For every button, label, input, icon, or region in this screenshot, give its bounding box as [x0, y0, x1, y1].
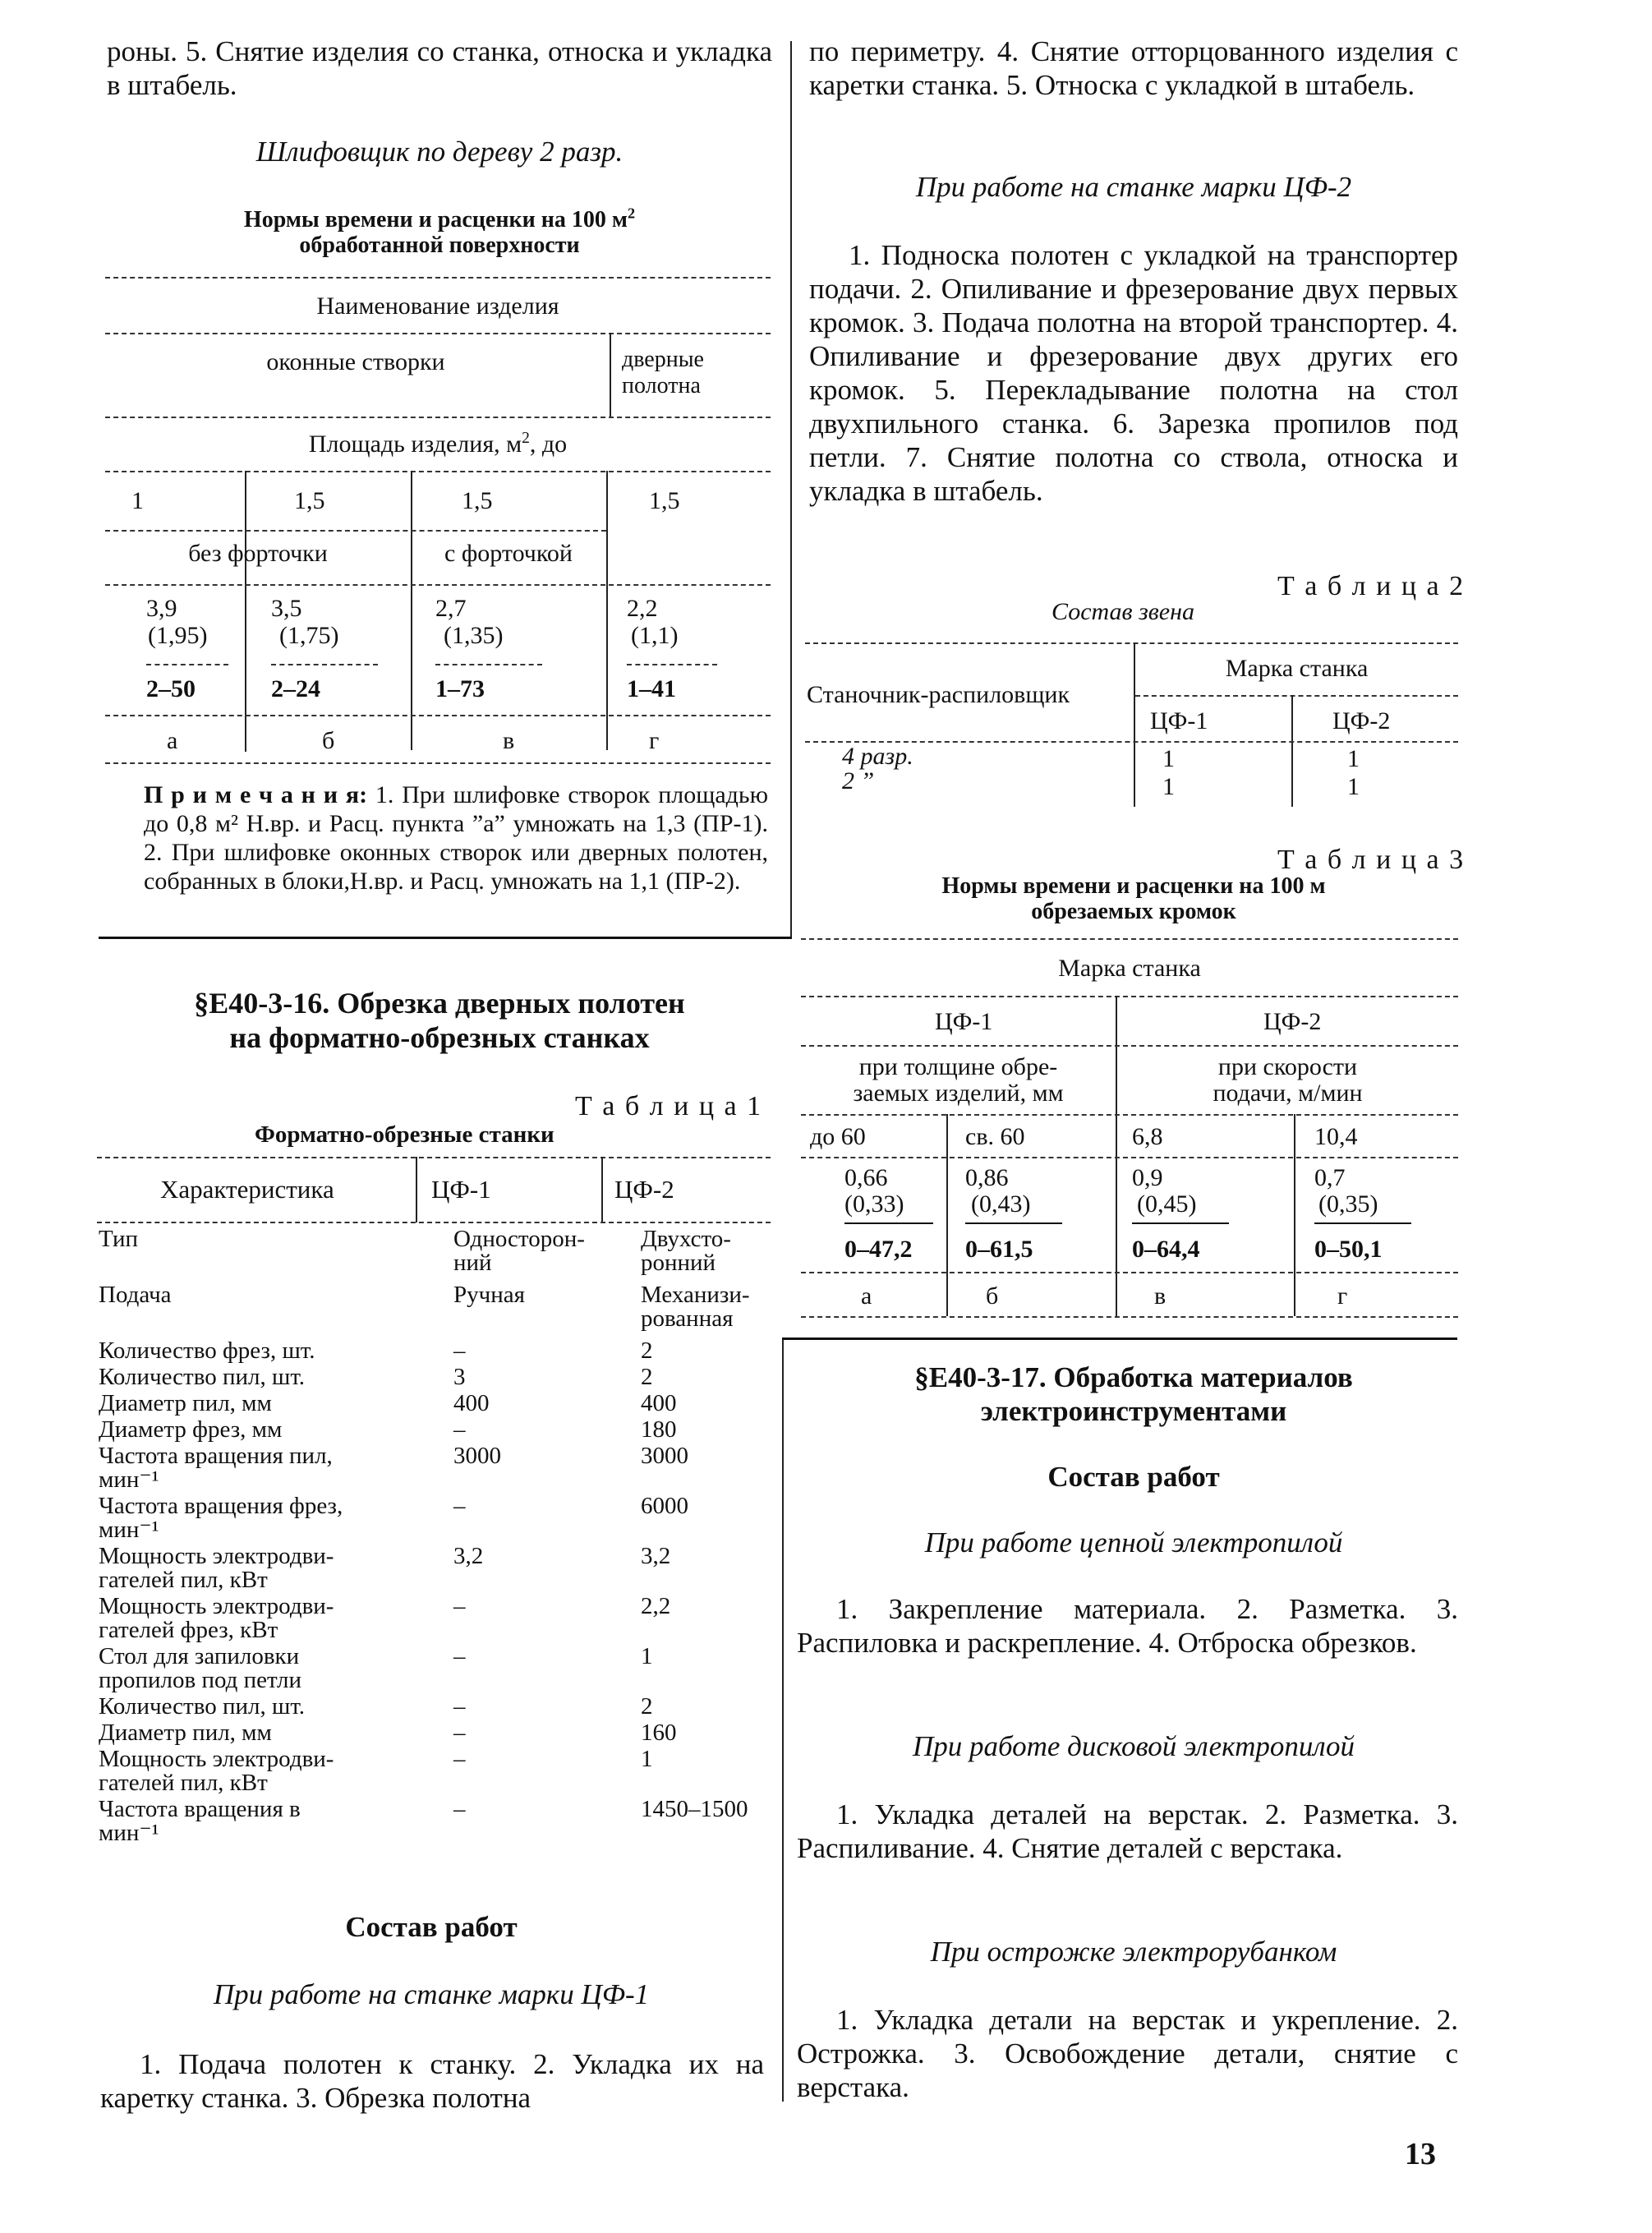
spec-char-cell: Частота вращения в мин⁻¹	[99, 1796, 301, 1846]
norms-table-title	[107, 207, 772, 258]
spec-cf2-cell: 400	[641, 1390, 677, 1416]
spec-cf1-cell: –	[453, 1493, 466, 1519]
spec-char-cell: Диаметр фрез, мм	[99, 1416, 283, 1443]
spec-cf1-cell: –	[453, 1337, 466, 1364]
notes-label: П р и м е ч а н и я:	[144, 781, 368, 808]
t3-brand-header: Марка станка	[1058, 955, 1201, 982]
grind-header-windows: оконные створки	[266, 348, 445, 375]
table3-title-line1: Нормы времени и расценки на 100 м	[941, 873, 1326, 899]
grind-time-d: 2,2	[627, 595, 658, 622]
spec-cf2-cell: 160	[641, 1720, 677, 1746]
spec-row	[99, 1227, 780, 1283]
t3-pay-alt-a: (0,33)	[844, 1190, 904, 1218]
t2-grade-2: 2 ”	[842, 767, 875, 794]
grind-rate-a: 2–50	[146, 675, 196, 702]
grind-area-suffix: , до	[529, 430, 568, 458]
spec-header-cf1: ЦФ-1	[431, 1175, 491, 1204]
section2-title-line1: §Е40-3-17. Обработка материалов	[914, 1361, 1353, 1393]
t3-sub1-line2: заемых изделий, мм	[853, 1080, 1064, 1107]
spec-cf2-cell: 180	[641, 1416, 677, 1443]
spec-row	[99, 1721, 780, 1747]
t3-time-b: 0,86	[965, 1164, 1009, 1191]
cf1-work-title: При работе на станке марки ЦФ-1	[213, 1978, 650, 2010]
spec-cf2-cell: 2	[641, 1693, 653, 1720]
spec-row	[99, 1365, 780, 1392]
spec-char-cell: Частота вращения фрез, мин⁻¹	[99, 1493, 343, 1543]
spec-cf2-cell: 2,2	[641, 1593, 671, 1619]
spec-char-cell: Количество пил, шт.	[99, 1364, 306, 1390]
spec-char-cell: Подача	[99, 1282, 172, 1308]
norms-title-line2: обработанной поверхности	[299, 233, 580, 258]
spec-cf2-cell: 1	[641, 1746, 653, 1772]
t3-sub2-line2: подачи, м/мин	[1213, 1080, 1363, 1107]
spec-cf2-cell: Двухсто- ронний	[641, 1226, 731, 1276]
t2-grade-4: 4 разр.	[842, 743, 913, 770]
spec-cf1-cell: –	[453, 1693, 466, 1720]
grind-area-sup: 2	[522, 430, 530, 447]
left-intro-paragraph: роны. 5. Снятие изделия со станка, относка и укладка в штабель.	[107, 35, 772, 101]
spec-divider-1	[416, 1157, 417, 1222]
spec-row	[99, 1392, 780, 1418]
spec-cf1-cell: –	[453, 1643, 466, 1669]
cf1-work-text: 1. Подача полотен к станку. 2. Укладка их на каретку станка. 3. Обрезка полотна	[100, 2048, 764, 2114]
spec-row	[99, 1444, 780, 1494]
left-box-bottom-rule	[99, 937, 792, 939]
spec-header-cf2: ЦФ-2	[614, 1175, 674, 1204]
t2-grade-4-cf1: 1	[1162, 745, 1175, 772]
grind-header-area	[105, 431, 771, 458]
spec-cf1-cell: 400	[453, 1390, 490, 1416]
spec-row	[99, 1695, 780, 1721]
t3-cf1-header: ЦФ-1	[935, 1008, 993, 1035]
page-number: 13	[1405, 2137, 1436, 2171]
table1-label: Т а б л и ц а 1	[575, 1091, 763, 1121]
spec-cf1-cell: –	[453, 1720, 466, 1746]
t3-col-a: а	[861, 1282, 872, 1310]
spec-row	[99, 1747, 780, 1798]
spec-cf1-cell: 3,2	[453, 1543, 484, 1569]
t3-rate-d: 0–50,1	[1314, 1236, 1383, 1263]
chain-saw-title: При работе цепной электропилой	[924, 1526, 1343, 1558]
grind-col-b: б	[322, 727, 335, 754]
norms-title-line1: Нормы времени и расценки на 100 м	[243, 207, 628, 233]
grind-pay-alt-a: (1,95)	[148, 622, 208, 649]
spec-char-cell: Тип	[99, 1226, 139, 1252]
t3-time-a: 0,66	[844, 1164, 888, 1191]
t3-rate-a: 0–47,2	[844, 1236, 913, 1263]
t3-param-c: 6,8	[1132, 1123, 1163, 1150]
spec-row	[99, 1545, 780, 1595]
grind-header-vent: с форточкой	[444, 540, 573, 567]
spec-cf1-cell: Ручная	[453, 1282, 525, 1308]
spec-cf1-cell: –	[453, 1416, 466, 1443]
spec-row	[99, 1494, 780, 1545]
t2-grade-4-cf2: 1	[1347, 745, 1360, 772]
cf2-work-text: 1. Подноска полотен с укладкой на транспортер подачи. 2. Опиливание и фрезерование двух первых кромок. 3. Подача полотна на второй транспортер. 4. Опиливание и фрезерование двух других его кромок. 5. Перекладывание полотна на стол двухпильного станка. 6. Зарезка пропилов под петли. 7. Снятие полотна со ствола, относка и укладка в штабель.	[809, 239, 1458, 507]
grind-header-doors-2: полотна	[622, 373, 701, 398]
grind-col-d: г	[649, 727, 660, 754]
table3-title	[809, 873, 1458, 924]
spec-row	[99, 1798, 780, 1848]
notes-text: 1. При шлифовке створок площадью до 0,8 м² Н.вр. и Расц. пункта ”а” умножать на 1,3 (ПР-1). 2. При шлифовке оконных створок или дверных полотен, собранных в блоки,Н.вр. и Расц. умножать на 1,1 (ПР-2).	[144, 781, 768, 895]
t3-param-a: до 60	[810, 1123, 866, 1150]
spec-cf2-cell: Механизи- рованная	[641, 1282, 750, 1332]
grind-time-c: 2,7	[435, 595, 467, 622]
t3-sub1-line1: при толщине обре-	[858, 1053, 1058, 1080]
grind-header-no-vent: без форточки	[188, 540, 328, 567]
work-composition-title: Состав работ	[345, 1911, 518, 1943]
t3-pay-alt-b: (0,43)	[971, 1190, 1031, 1218]
planer-text: 1. Укладка детали на верстак и укрепление. 2. Острожка. 3. Освобождение детали, снятие с верстака.	[797, 2004, 1458, 2103]
grind-time-a: 3,9	[146, 595, 177, 622]
norms-title-sup: 2	[627, 205, 636, 222]
table1-title: Форматно-обрезные станки	[255, 1121, 555, 1148]
t3-sub2-line1: при скорости	[1217, 1053, 1358, 1080]
grind-area-a: 1	[131, 487, 144, 514]
spec-char-cell: Стол для запиловки пропилов под петли	[99, 1643, 301, 1693]
t3-param-b: св. 60	[965, 1123, 1025, 1150]
spec-cf1-cell: –	[453, 1593, 466, 1619]
spec-cf1-cell: –	[453, 1796, 466, 1822]
t2-role-header: Станочник-распиловщик	[807, 681, 1070, 708]
t3-rate-c: 0–64,4	[1132, 1236, 1200, 1263]
section-e40-3-17-title	[809, 1361, 1458, 1428]
t2-brand-header: Марка станка	[1225, 655, 1369, 682]
planer-title: При острожке электрорубанком	[930, 1936, 1337, 1968]
grind-rate-d: 1–41	[627, 675, 676, 702]
right-box-top-rule	[782, 1337, 1457, 1340]
spec-char-cell: Мощность электродви- гателей пил, кВт	[99, 1543, 334, 1593]
spec-divider-2	[601, 1157, 603, 1222]
spec-cf2-cell: 3,2	[641, 1543, 671, 1569]
t3-param-d: 10,4	[1314, 1123, 1358, 1150]
t3-cf2-header: ЦФ-2	[1263, 1008, 1322, 1035]
spec-cf2-cell: 1	[641, 1643, 653, 1669]
spec-char-cell: Количество пил, шт.	[99, 1693, 306, 1720]
spec-cf1-cell: 3000	[453, 1443, 501, 1469]
t3-col-d: г	[1337, 1282, 1348, 1310]
right-continuation-text: по периметру. 4. Снятие отторцованного изделия с каретки станка. 5. Относка с укладкой в штабель.	[809, 35, 1458, 101]
spec-row	[99, 1283, 780, 1339]
section-e40-3-16-title	[107, 986, 772, 1055]
table3-label: Т а б л и ц а 3	[1277, 845, 1466, 875]
spec-char-cell: Частота вращения пил, мин⁻¹	[99, 1443, 333, 1493]
t3-time-d: 0,7	[1314, 1164, 1346, 1191]
grind-rate-b: 2–24	[271, 675, 320, 702]
grind-area-b: 1,5	[294, 487, 325, 514]
t2-grade-2-cf1: 1	[1162, 773, 1175, 800]
grind-area-c: 1,5	[462, 487, 493, 514]
spec-char-cell: Мощность электродви- гателей пил, кВт	[99, 1746, 334, 1796]
table2-label: Т а б л и ц а 2	[1277, 571, 1466, 601]
grind-pay-alt-d: (1,1)	[631, 622, 679, 649]
grind-header-doors-1: дверные	[622, 347, 704, 372]
spec-cf2-cell: 6000	[641, 1493, 688, 1519]
section2-title-line2: электроинструментами	[980, 1395, 1287, 1427]
grinding-notes	[144, 780, 768, 896]
disc-saw-title: При работе дисковой электропилой	[912, 1730, 1355, 1762]
spec-header-char: Характеристика	[160, 1175, 334, 1204]
grind-area-d: 1,5	[649, 487, 680, 514]
spec-row	[99, 1418, 780, 1444]
work2-composition-title: Состав работ	[1047, 1461, 1220, 1493]
table2-title: Состав звена	[1051, 598, 1195, 625]
cf2-work-title: При работе на станке марки ЦФ-2	[915, 171, 1352, 203]
grind-pay-alt-b: (1,75)	[279, 622, 339, 649]
t3-rate-b: 0–61,5	[965, 1236, 1033, 1263]
disc-saw-text: 1. Укладка деталей на верстак. 2. Разметка. 3. Распиливание. 4. Снятие деталей с верстака.	[797, 1798, 1458, 1864]
spec-cf1-cell: 3	[453, 1364, 466, 1390]
spec-char-cell: Количество фрез, шт.	[99, 1337, 315, 1364]
section-title-line1: §Е40-3-16. Обрезка дверных полотен	[194, 987, 685, 1020]
t3-col-c: в	[1154, 1282, 1167, 1310]
spec-char-cell: Диаметр пил, мм	[99, 1720, 272, 1746]
worker-grade-title: Шлифовщик по дереву 2 разр.	[255, 136, 624, 168]
chain-saw-text: 1. Закрепление материала. 2. Разметка. 3. Распиловка и раскрепление. 4. Отброска обрезков.	[797, 1593, 1458, 1659]
spec-row	[99, 1645, 780, 1695]
t2-col-cf1: ЦФ-1	[1150, 707, 1208, 734]
spec-cf2-cell: 1450–1500	[641, 1796, 748, 1822]
spec-row	[99, 1595, 780, 1645]
spec-char-cell: Диаметр пил, мм	[99, 1390, 272, 1416]
spec-table	[99, 1227, 780, 1848]
spec-cf2-cell: 2	[641, 1337, 653, 1364]
right-box-left-rule	[782, 1337, 784, 2102]
grind-area-label: Площадь изделия, м	[308, 430, 522, 458]
t2-grade-2-cf2: 1	[1347, 773, 1360, 800]
section-title-line2: на форматно-обрезных станках	[229, 1021, 650, 1054]
t3-col-b: б	[986, 1282, 999, 1310]
grind-pay-alt-c: (1,35)	[444, 622, 504, 649]
spec-cf2-cell: 2	[641, 1364, 653, 1390]
column-divider	[790, 41, 792, 937]
t3-pay-alt-d: (0,35)	[1318, 1190, 1378, 1218]
spec-cf1-cell: –	[453, 1746, 466, 1772]
table3-title-line2: обрезаемых кромок	[1031, 899, 1236, 924]
t3-pay-alt-c: (0,45)	[1137, 1190, 1197, 1218]
grind-col-a: а	[167, 727, 178, 754]
grind-col-c: в	[503, 727, 515, 754]
spec-cf2-cell: 3000	[641, 1443, 688, 1469]
spec-cf1-cell: Односторон- ний	[453, 1226, 585, 1276]
grind-rate-c: 1–73	[435, 675, 485, 702]
spec-row	[99, 1339, 780, 1365]
t2-col-cf2: ЦФ-2	[1332, 707, 1391, 734]
grind-time-b: 3,5	[271, 595, 302, 622]
t3-time-c: 0,9	[1132, 1164, 1163, 1191]
spec-char-cell: Мощность электродви- гателей фрез, кВт	[99, 1593, 334, 1643]
grind-header-product: Наименование изделия	[316, 292, 559, 320]
